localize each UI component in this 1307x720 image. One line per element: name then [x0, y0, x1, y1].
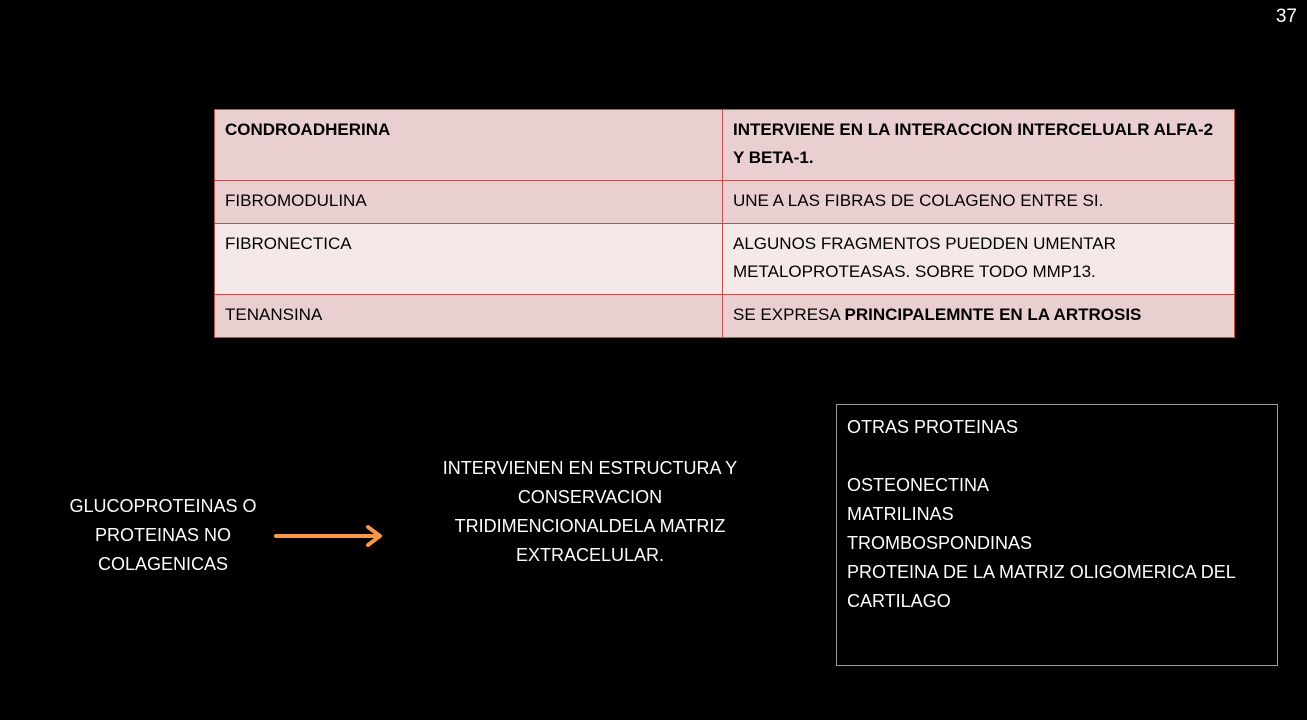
list-item: PROTEINA DE LA MATRIZ OLIGOMERICA DEL CARTILAGO — [847, 562, 1236, 611]
list-item: OSTEONECTINA — [847, 475, 990, 495]
list-item: TROMBOSPONDINAS — [847, 533, 1033, 553]
list-item: MATRILINAS — [847, 504, 954, 524]
function-description: INTERVIENEN EN ESTRUCTURA Y CONSERVACION TRIDIMENCIONALDELA MATRIZ EXTRACELULAR. — [442, 458, 738, 565]
proteins-table — [214, 109, 1235, 338]
description-emphasis: PRINCIPALEMNTE EN LA ARTROSIS — [844, 305, 1142, 324]
protein-description-cell — [723, 295, 1235, 338]
protein-description-cell: INTERVIENE EN LA INTERACCION INTERCELUALR ALFA-2 Y BETA-1. — [723, 110, 1235, 181]
right-arrow-icon — [274, 524, 386, 548]
table-row — [215, 295, 1235, 338]
protein-description-cell: UNE A LAS FIBRAS DE COLAGENO ENTRE SI. — [723, 181, 1235, 224]
protein-description-cell: ALGUNOS FRAGMENTOS PUEDDEN UMENTAR METALOPROTEASAS. SOBRE TODO MMP13. — [723, 224, 1235, 295]
table-row — [215, 224, 1235, 295]
description-prefix: SE EXPRESA — [733, 305, 845, 324]
protein-name-cell: CONDROADHERINA — [215, 110, 723, 181]
protein-name-cell: FIBROMODULINA — [215, 181, 723, 224]
table-row — [215, 181, 1235, 224]
table-row — [215, 110, 1235, 181]
other-proteins-title: OTRAS PROTEINAS — [847, 417, 1019, 437]
other-proteins-box — [836, 404, 1278, 666]
glycoproteins-label: GLUCOPROTEINAS O PROTEINAS NO COLAGENICAS — [69, 496, 257, 574]
protein-name-cell: TENANSINA — [215, 295, 723, 338]
protein-name-cell: FIBRONECTICA — [215, 224, 723, 295]
slide-number: 37 — [1275, 6, 1297, 27]
